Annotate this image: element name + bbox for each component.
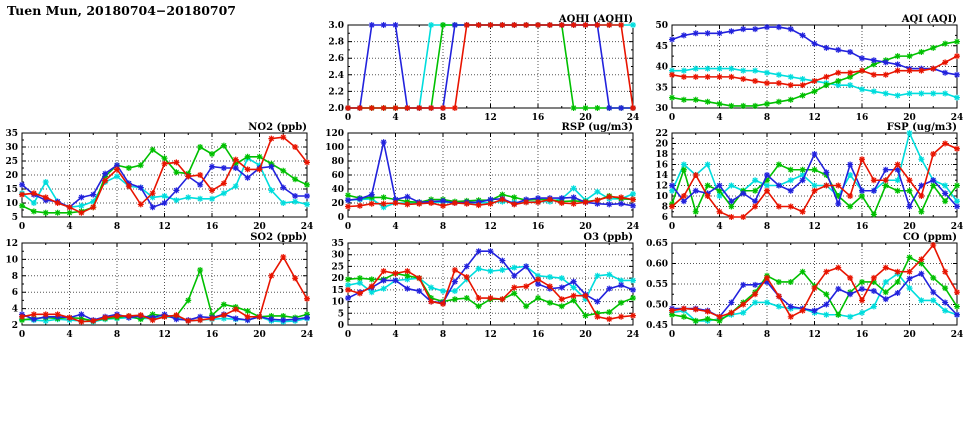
x-tick-label: 24 [950,113,964,123]
chart-no2 [0,120,316,236]
y-tick-label: 2.2 [328,87,344,98]
x-tick-label: 8 [439,222,447,232]
x-tick-label: 0 [668,113,676,123]
y-tick-label: 35 [655,83,668,94]
y-tick-label: 2 [11,321,18,331]
y-tick-label: 30 [655,104,668,114]
x-tick-label: 24 [950,222,964,232]
y-tick-label: 35 [5,129,18,139]
x-tick-label: 4 [392,113,399,123]
y-tick-label: 40 [331,185,344,195]
y-tick-label: 0 [337,321,344,331]
chart-title-co: CO (ppm) [902,232,957,243]
x-tick-label: 20 [903,330,916,340]
y-tick-label: 2.4 [328,70,344,81]
x-tick-label: 20 [903,222,916,232]
chart-svg-o3 [314,230,642,344]
chart-co [638,230,966,344]
x-tick-label: 16 [855,330,869,340]
x-tick-label: 24 [950,330,964,340]
y-tick-label: 6 [661,213,668,223]
y-tick-label: 0 [337,213,344,223]
chart-title-so2: SO2 (ppb) [250,232,307,243]
y-tick-label: 40 [655,62,668,73]
y-tick-label: 25 [5,157,18,167]
chart-title-fsp: FSP (ug/m3) [886,122,957,133]
chart-svg-rsp [314,120,642,236]
x-tick-label: 12 [484,113,497,123]
x-tick-label: 24 [300,330,314,340]
x-tick-label: 8 [113,330,121,340]
y-tick-label: 8 [661,202,668,213]
y-tick-label: 4 [11,304,18,315]
chart-svg-no2 [0,120,316,236]
y-tick-label: 20 [331,199,344,209]
chart-svg-aqi [638,12,966,127]
chart-svg-aqhi [314,12,642,127]
x-tick-label: 24 [626,113,640,123]
x-tick-label: 20 [579,222,592,232]
y-tick-label: 100 [325,143,344,153]
y-tick-label: 20 [5,171,18,181]
y-tick-label: 10 [655,192,668,202]
x-tick-label: 0 [344,330,352,340]
x-tick-label: 16 [531,113,545,123]
x-tick-label: 12 [158,222,171,232]
x-tick-label: 16 [855,113,869,123]
y-tick-label: 2.6 [328,54,344,65]
y-tick-label: 60 [331,171,344,181]
chart-title-aqi: AQI (AQI) [901,14,957,25]
chart-svg-so2 [0,230,316,344]
x-tick-label: 20 [579,330,592,340]
x-tick-label: 16 [205,330,219,340]
y-tick-label: 30 [331,250,344,261]
chart-title-o3: O3 (ppb) [583,232,633,243]
y-tick-label: 30 [5,143,18,153]
x-tick-label: 12 [808,330,821,340]
y-tick-label: 12 [5,239,18,249]
y-tick-label: 12 [655,181,668,192]
x-tick-label: 16 [531,222,545,232]
y-tick-label: 10 [5,199,18,209]
x-tick-label: 4 [392,330,399,340]
y-tick-label: 15 [5,185,18,195]
series-markers-blue [669,24,960,78]
x-tick-label: 20 [579,113,592,123]
x-tick-label: 16 [531,330,545,340]
x-tick-label: 8 [763,113,771,123]
y-tick-label: 6 [11,288,18,299]
x-tick-label: 24 [626,330,640,340]
y-tick-label: 20 [331,274,344,285]
y-tick-label: 5 [11,213,18,223]
y-tick-label: 35 [331,239,344,249]
x-tick-label: 12 [484,330,497,340]
chart-aqhi [314,12,642,127]
x-tick-label: 0 [668,222,676,232]
chart-fsp [638,120,966,236]
x-tick-label: 0 [18,330,26,340]
chart-aqi [638,12,966,127]
x-tick-label: 8 [439,113,447,123]
x-tick-label: 4 [716,330,723,340]
x-tick-label: 12 [484,222,497,232]
chart-so2 [0,230,316,344]
x-tick-label: 4 [66,222,73,232]
chart-title-rsp: RSP (ug/m3) [561,122,633,133]
y-tick-label: 0.45 [646,321,668,331]
chart-svg-co [638,230,966,344]
y-tick-label: 8 [11,271,18,282]
y-tick-label: 22 [655,129,668,139]
y-tick-label: 2.0 [328,104,344,114]
x-tick-label: 8 [763,330,771,340]
x-tick-label: 0 [344,113,352,123]
x-tick-label: 4 [716,222,723,232]
x-tick-label: 12 [808,222,821,232]
x-tick-label: 8 [763,222,771,232]
x-tick-label: 12 [158,330,171,340]
y-tick-label: 20 [655,139,668,150]
x-tick-label: 24 [626,222,640,232]
x-tick-label: 0 [668,330,676,340]
x-tick-label: 4 [66,330,73,340]
x-tick-label: 24 [300,222,314,232]
y-tick-label: 45 [655,41,668,52]
y-tick-label: 25 [331,262,344,273]
series-markers-blue [669,151,960,210]
x-tick-label: 20 [253,222,266,232]
series-line-blue [672,154,957,207]
y-tick-label: 5 [337,309,344,320]
x-tick-label: 12 [808,113,821,123]
chart-rsp [314,120,642,236]
y-tick-label: 0.50 [646,300,668,311]
x-tick-label: 8 [439,330,447,340]
chart-svg-fsp [638,120,966,236]
chart-title-aqhi: AQHI (AQHI) [558,14,633,25]
y-tick-label: 10 [331,297,344,308]
y-tick-label: 3.0 [328,21,344,31]
x-tick-label: 16 [855,222,869,232]
y-tick-label: 2.8 [328,37,344,48]
y-tick-label: 15 [331,285,344,296]
y-tick-label: 50 [655,21,668,31]
x-tick-label: 4 [716,113,723,123]
y-tick-label: 80 [331,157,344,167]
x-tick-label: 16 [205,222,219,232]
y-tick-label: 0.55 [646,280,668,290]
y-tick-label: 120 [325,129,344,139]
x-tick-label: 4 [392,222,399,232]
x-tick-label: 20 [903,113,916,123]
page-title: Tuen Mun, 20180704−20180707 [7,3,236,18]
y-tick-label: 0.60 [646,259,668,270]
x-tick-label: 0 [18,222,26,232]
chart-o3 [314,230,642,344]
x-tick-label: 20 [253,330,266,340]
y-tick-label: 10 [5,255,18,266]
y-tick-label: 14 [655,171,668,181]
y-tick-label: 16 [655,160,668,171]
y-tick-label: 0.65 [646,239,668,249]
y-tick-label: 18 [655,150,668,160]
x-tick-label: 8 [113,222,121,232]
chart-title-no2: NO2 (ppb) [248,122,307,133]
x-tick-label: 0 [344,222,352,232]
